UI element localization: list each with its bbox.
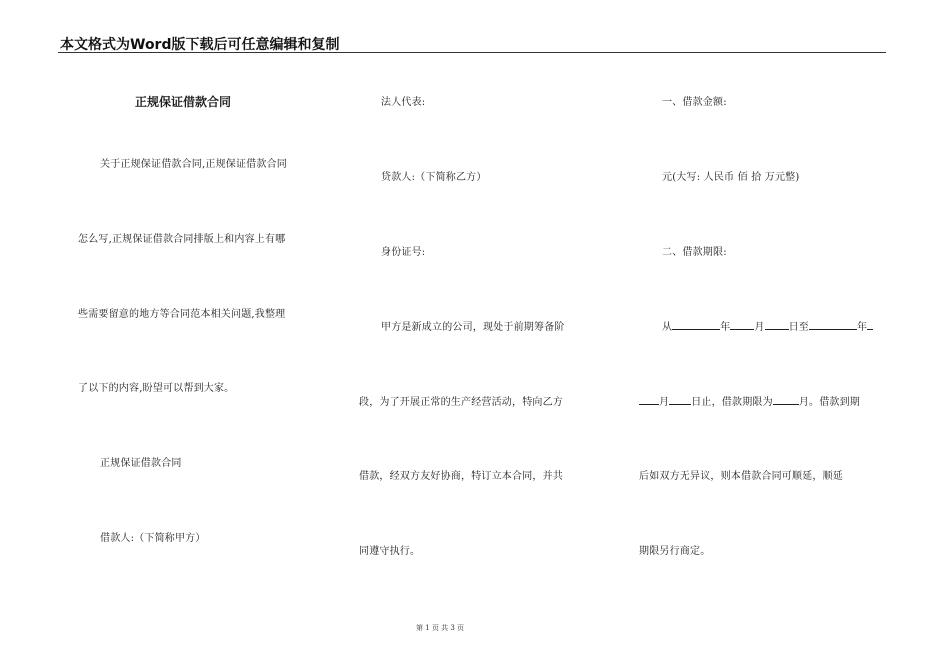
term-end-line: [639, 393, 860, 408]
contract-title: 正规保证借款合同: [135, 95, 232, 109]
paragraph-line: 后如双方无异议，则本借款合同可顺延，顺延: [639, 471, 843, 482]
page-footer: 第 1 页 共 3 页: [415, 624, 465, 632]
paragraph-line: 期限另行商定。: [639, 546, 711, 557]
paragraph-line: 怎么写,正规保证借款合同排版上和内容上有哪: [78, 234, 286, 245]
id-number-line: 身份证号:: [381, 247, 426, 258]
month-label: 月: [659, 397, 670, 408]
month-end-label: 月。借款到期: [798, 397, 861, 408]
paragraph-line: 关于正规保证借款合同,正规保证借款合同: [100, 159, 287, 170]
year-label: 年: [720, 322, 731, 333]
day-end-label: 日止，借款期限为: [691, 397, 773, 408]
lender-line: 贷款人:（下简称乙方）: [381, 172, 487, 183]
term-date-line: [662, 318, 873, 333]
end-month-blank[interactable]: [639, 395, 659, 405]
month-label: 月: [754, 322, 765, 333]
start-month-blank[interactable]: [730, 320, 754, 330]
end-year-blank[interactable]: [809, 320, 857, 330]
paragraph-line: 些需要留意的地方等合同范本相关问题,我整理: [78, 309, 286, 320]
amount-heading: 一、借款金额:: [662, 97, 727, 108]
year-label: 年: [857, 322, 868, 333]
end-day-blank[interactable]: [669, 395, 691, 405]
end-month-blank-start[interactable]: [867, 320, 873, 330]
start-year-blank[interactable]: [672, 320, 720, 330]
document-banner: 本文格式为Word版下载后可任意编辑和复制: [60, 37, 340, 53]
paragraph-line: 同遵守执行。: [359, 546, 421, 557]
banner-divider: [58, 52, 886, 53]
term-months-blank[interactable]: [773, 395, 799, 405]
from-label: 从: [662, 322, 673, 333]
paragraph-line: 甲方是新成立的公司，现处于前期筹备阶: [381, 322, 565, 333]
paragraph-line: 借款，经双方友好协商，特订立本合同，并共: [359, 471, 563, 482]
day-to-label: 日至: [788, 322, 810, 333]
start-day-blank[interactable]: [765, 320, 789, 330]
paragraph-line: 段，为了开展正常的生产经营活动，特向乙方: [359, 397, 563, 408]
paragraph-line: 了以下的内容,盼望可以帮到大家。: [78, 383, 235, 394]
legal-rep-line: 法人代表:: [381, 97, 426, 108]
amount-line: 元(大写: 人民币 佰 拾 万元整): [662, 172, 800, 183]
borrower-line: 借款人:（下简称甲方）: [100, 533, 206, 544]
paragraph-line: 正规保证借款合同: [100, 458, 182, 469]
term-heading: 二、借款期限:: [662, 247, 727, 258]
